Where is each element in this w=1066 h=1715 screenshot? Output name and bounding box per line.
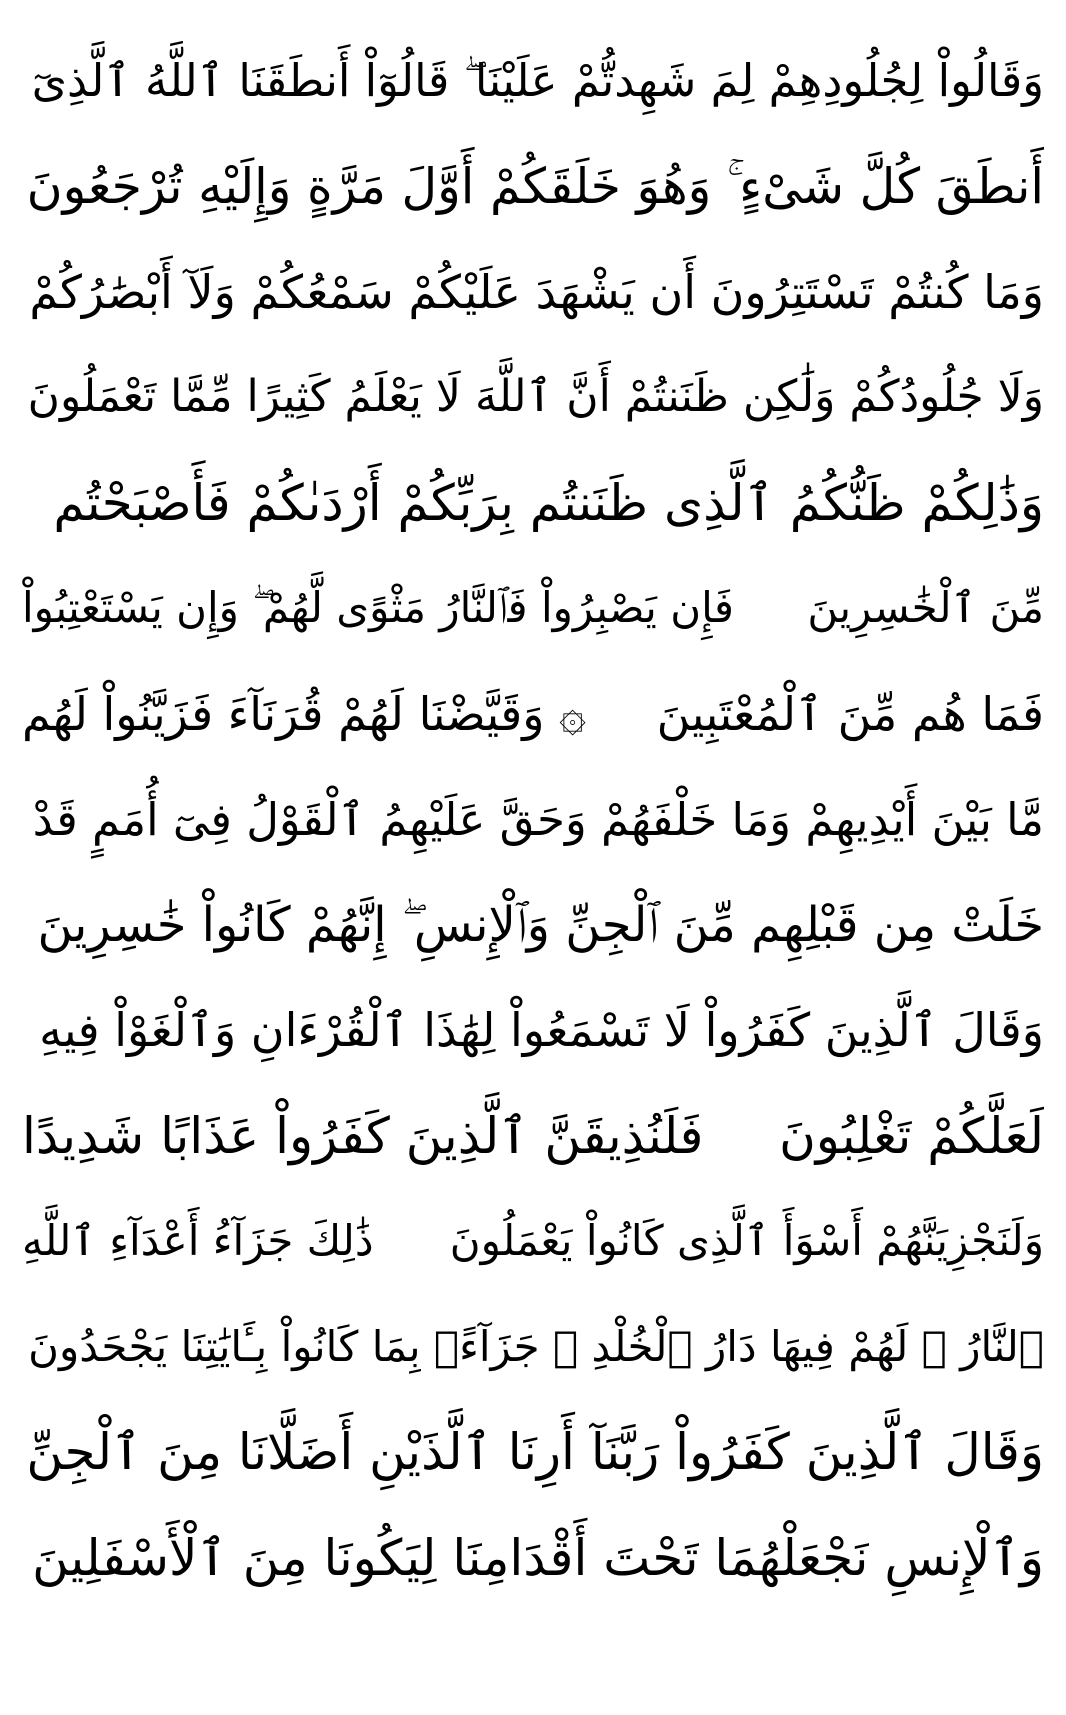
text-line xyxy=(22,134,1044,240)
line-text: وَلَا جُلُودُكُمْ وَلَٰكِن ظَنَنتُمْ أَنَّ ٱللَّهَ لَا يَعْلَمُ كَثِيرًا مِّمَّا تَعْمَلُونَ xyxy=(27,371,1044,423)
line-text: لَعَلَّكُمْ تَغْلِبُونَ xyxy=(779,1106,1044,1165)
text-line xyxy=(22,345,1044,451)
line-text: فَلَنُذِيقَنَّ ٱلَّذِينَ كَفَرُواْ عَذَابًا شَدِيدًا xyxy=(22,1106,704,1165)
text-line xyxy=(22,1505,1044,1611)
text-line xyxy=(22,767,1044,873)
line-text: ذَٰلِكَ جَزَآءُ أَعْدَآءِ ٱللَّهِ xyxy=(22,1216,374,1266)
text-line xyxy=(22,661,1044,767)
line-text: وَقَالُواْ لِجُلُودِهِمْ لِمَ شَهِدتُّمْ عَلَيْنَا ۖ قَالُوٓاْ أَنطَقَنَا ٱللَّهُ ٱلَّذِىٓ xyxy=(31,54,1044,108)
text-line xyxy=(22,1189,1044,1295)
line-text: خَلَتْ مِن قَبْلِهِم مِّنَ ٱلْجِنِّ وَٱلْإِنسِ ۖ إِنَّهُمْ كَانُواْ خَٰسِرِينَ xyxy=(37,896,1044,953)
text-line xyxy=(22,450,1044,556)
line-text: مَّا بَيْنَ أَيْدِيهِمْ وَمَا خَلْفَهُمْ وَحَقَّ عَلَيْهِمُ ٱلْقَوْلُ فِىٓ أُمَمٍ قَدْ xyxy=(32,792,1044,846)
line-text: وَلَنَجْزِيَنَّهُمْ أَسْوَأَ ٱلَّذِى كَانُواْ يَعْمَلُونَ xyxy=(449,1216,1044,1266)
verse-lines xyxy=(22,28,1044,1611)
text-line xyxy=(22,872,1044,978)
line-text: مِّنَ ٱلْخَٰسِرِينَ xyxy=(807,583,1044,633)
text-line xyxy=(22,1083,1044,1189)
text-line xyxy=(22,978,1044,1084)
text-line xyxy=(22,28,1044,134)
line-text: وَقَالَ ٱلَّذِينَ كَفَرُواْ رَبَّنَآ أَرِنَا ٱلَّذَيْنِ أَضَلَّانَا مِنَ ٱلْجِنِّ xyxy=(26,1423,1044,1482)
line-text: ۞ وَقَيَّضْنَا لَهُمْ قُرَنَآءَ فَزَيَّنُواْ لَهُم xyxy=(22,686,587,741)
line-text: ٱلنَّارُ ۖ لَهُمْ فِيهَا دَارُ ٱلْخُلْدِ ۖ جَزَآءًۢ بِمَا كَانُواْ بِـَٔايَٰتِنَا يَجْحَدُونَ xyxy=(28,1321,1044,1371)
text-line xyxy=(22,239,1044,345)
line-text: وَٱلْإِنسِ نَجْعَلْهُمَا تَحْتَ أَقْدَامِنَا لِيَكُونَا مِنَ ٱلْأَسْفَلِينَ xyxy=(32,1528,1044,1587)
line-text: أَنطَقَ كُلَّ شَىْءٍ ۚ وَهُوَ خَلَقَكُمْ أَوَّلَ مَرَّةٍ وَإِلَيْهِ تُرْجَعُونَ xyxy=(26,157,1044,215)
line-text: وَذَٰلِكُمْ ظَنُّكُمُ ٱلَّذِى ظَنَنتُم بِرَبِّكُمْ أَرْدَىٰكُمْ فَأَصْبَحْتُم xyxy=(53,473,1044,532)
text-line xyxy=(22,1400,1044,1506)
line-text: فَمَا هُم مِّنَ ٱلْمُعْتَبِينَ xyxy=(656,686,1044,741)
text-line xyxy=(22,556,1044,662)
line-text: فَإِن يَصْبِرُواْ فَٱلنَّارُ مَثْوًى لَّهُمْ ۖ وَإِن يَسْتَعْتِبُواْ xyxy=(22,583,734,633)
line-text: وَمَا كُنتُمْ تَسْتَتِرُونَ أَن يَشْهَدَ عَلَيْكُمْ سَمْعُكُمْ وَلَآ أَبْصَٰرُكُمْ xyxy=(29,264,1044,319)
line-text: وَقَالَ ٱلَّذِينَ كَفَرُواْ لَا تَسْمَعُواْ لِهَٰذَا ٱلْقُرْءَانِ وَٱلْغَوْاْ فِيهِ xyxy=(39,1003,1044,1058)
text-line xyxy=(22,1294,1044,1400)
